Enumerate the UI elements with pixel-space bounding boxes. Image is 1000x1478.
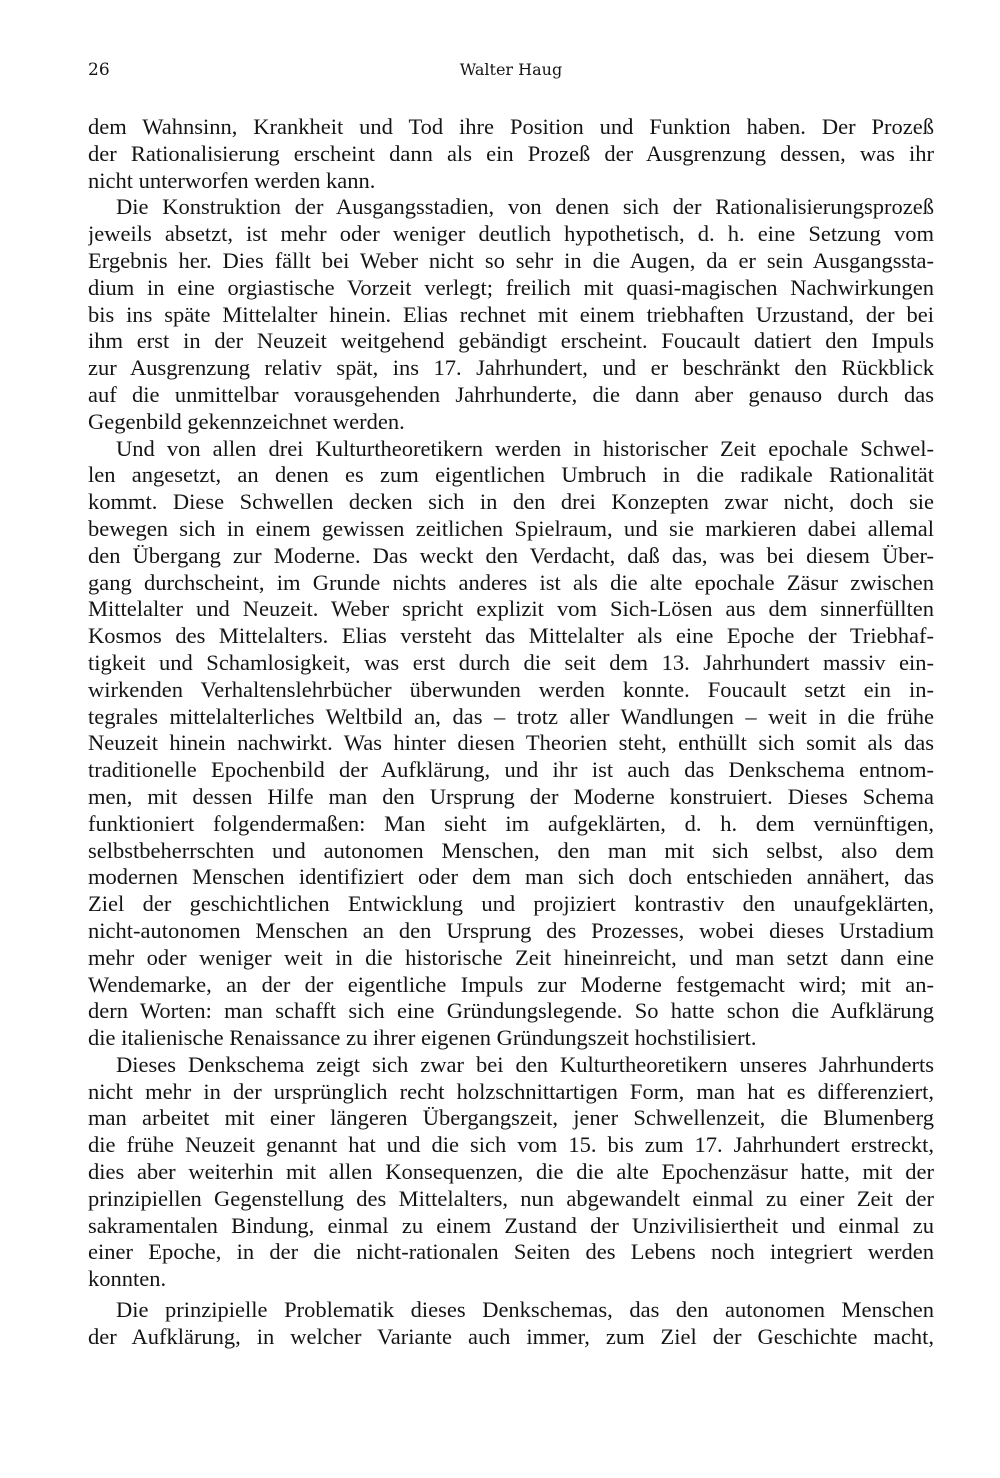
text-line: Neuzeit hinein nachwirkt. Was hinter diesen Theorien steht, enthüllt sich somit als das bbox=[88, 730, 934, 756]
text-line: Ergebnis her. Dies fällt bei Weber nicht so sehr in die Augen, da er sein Ausgangssta- bbox=[88, 247, 934, 273]
text-line: modernen Menschen identifiziert oder dem man sich doch entschieden annähert, das bbox=[88, 864, 934, 890]
text-line: traditionelle Epochenbild der Aufklärung, und ihr ist auch das Denkschema entnom- bbox=[88, 757, 934, 783]
text-line: funktioniert folgendermaßen: Man sieht im aufgeklärten, d. h. dem vernünftigen, bbox=[88, 810, 934, 836]
text-line: auf die unmittelbar vorausgehenden Jahrhunderte, die dann aber genauso durch das bbox=[88, 381, 934, 407]
text-line: selbstbeherrschten und autonomen Menschen, den man mit sich selbst, also dem bbox=[88, 837, 934, 863]
text-line: nicht mehr in der ursprünglich recht holzschnittartigen Form, man hat es differenziert, bbox=[88, 1078, 934, 1104]
text-line: sakramentalen Bindung, einmal zu einem Zustand der Unzivilisiertheit und einmal zu bbox=[88, 1212, 934, 1238]
body-text bbox=[88, 114, 934, 1351]
text-line: jeweils absetzt, ist mehr oder weniger deutlich hypothetisch, d. h. eine Setzung vom bbox=[88, 221, 934, 247]
text-line: Kosmos des Mittelalters. Elias versteht das Mittelalter als eine Epoche der Triebhaf- bbox=[88, 623, 934, 649]
paragraph-first-line: Dieses Denkschema zeigt sich zwar bei den Kulturtheoretikern unseres Jahrhunderts bbox=[116, 1051, 934, 1077]
text-line: dem Wahnsinn, Krankheit und Tod ihre Position und Funktion haben. Der Prozeß bbox=[88, 114, 934, 139]
text-line: dies aber weiterhin mit allen Konsequenzen, die die alte Epochenzäsur hatte, mit der bbox=[88, 1159, 934, 1185]
text-line: nicht unterworfen werden kann. bbox=[88, 167, 376, 193]
text-line: nicht-autonomen Menschen an den Ursprung des Prozesses, wobei dieses Urstadium bbox=[88, 917, 934, 943]
text-line: prinzipiellen Gegenstellung des Mittelalters, nun abgewandelt einmal zu einer Zeit der bbox=[88, 1185, 934, 1211]
text-line: konnten. bbox=[88, 1266, 167, 1292]
text-line: ihm erst in der Neuzeit weitgehend gebändigt erscheint. Foucault datiert den Impuls bbox=[88, 328, 934, 354]
text-line: der Rationalisierung erscheint dann als ein Prozeß der Ausgrenzung dessen, was ihr bbox=[88, 140, 934, 166]
paragraph-first-line: Die prinzipielle Problematik dieses Denkschemas, das den autonomen Menschen bbox=[116, 1297, 934, 1323]
text-line: bewegen sich in einem gewissen zeitlichen Spielraum, und sie markieren dabei allemal bbox=[88, 515, 934, 541]
text-line: tegrales mittelalterliches Weltbild an, das – trotz aller Wandlungen – weit in die frühe bbox=[88, 703, 934, 729]
running-head-author: Walter Haug bbox=[459, 60, 563, 79]
text-line: men, mit dessen Hilfe man den Ursprung der Moderne konstruiert. Dieses Schema bbox=[88, 783, 934, 809]
text-line: die italienische Renaissance zu ihrer eigenen Gründungszeit hochstilisiert. bbox=[88, 1025, 757, 1051]
page-number: 26 bbox=[88, 60, 110, 80]
paragraph-first-line: Und von allen drei Kulturtheoretikern werden in historischer Zeit epochale Schwel- bbox=[116, 435, 934, 461]
text-line: man arbeitet mit einer längeren Übergangszeit, jener Schwellenzeit, die Blumenberg bbox=[88, 1105, 934, 1131]
text-line: kommt. Diese Schwellen decken sich in den drei Konzepten zwar nicht, doch sie bbox=[88, 489, 934, 515]
text-line: den Übergang zur Moderne. Das weckt den Verdacht, daß das, was bei diesem Über- bbox=[88, 542, 934, 568]
text-line: einer Epoche, in der die nicht-rationalen Seiten des Lebens noch integriert werden bbox=[88, 1239, 934, 1265]
text-line: Wendemarke, an der der eigentliche Impuls zur Moderne festgemacht wird; mit an- bbox=[88, 971, 934, 997]
text-line: dium in eine orgiastische Vorzeit verlegt; freilich mit quasi-magischen Nachwirkungen bbox=[88, 274, 934, 300]
text-line: wirkenden Verhaltenslehrbücher überwunden werden konnte. Foucault setzt ein in- bbox=[88, 676, 934, 702]
text-line: len angesetzt, an denen es zum eigentlichen Umbruch in die radikale Rationalität bbox=[88, 462, 934, 488]
text-line: der Aufklärung, in welcher Variante auch immer, zum Ziel der Geschichte macht, bbox=[88, 1323, 934, 1349]
paragraph-first-line: Die Konstruktion der Ausgangsstadien, von denen sich der Rationalisierungsprozeß bbox=[116, 194, 934, 220]
text-line: Gegenbild gekennzeichnet werden. bbox=[88, 408, 405, 434]
text-line: zur Ausgrenzung relativ spät, ins 17. Jahrhundert, und er beschränkt den Rückblick bbox=[88, 355, 934, 381]
text-line: Mittelalter und Neuzeit. Weber spricht explizit vom Sich-Lösen aus dem sinnerfüllten bbox=[88, 596, 934, 622]
text-line: mehr oder weniger weit in die historische Zeit hineinreicht, und man setzt dann eine bbox=[88, 944, 934, 970]
text-line: dern Worten: man schafft sich eine Gründungslegende. So hatte schon die Aufklärung bbox=[88, 998, 934, 1024]
text-line: bis ins späte Mittelalter hinein. Elias rechnet mit einem triebhaften Urzustand, der bei bbox=[88, 301, 934, 327]
text-line: Ziel der geschichtlichen Entwicklung und projiziert kontrastiv den unaufgeklärten, bbox=[88, 891, 934, 917]
text-line: gang durchscheint, im Grunde nichts anderes ist als die alte epochale Zäsur zwischen bbox=[88, 569, 934, 595]
text-line: die frühe Neuzeit genannt hat und die sich vom 15. bis zum 17. Jahrhundert erstreckt, bbox=[88, 1132, 934, 1158]
text-line: tigkeit und Schamlosigkeit, was erst durch die seit dem 13. Jahrhundert massiv ein- bbox=[88, 649, 934, 675]
page-header bbox=[88, 60, 934, 90]
